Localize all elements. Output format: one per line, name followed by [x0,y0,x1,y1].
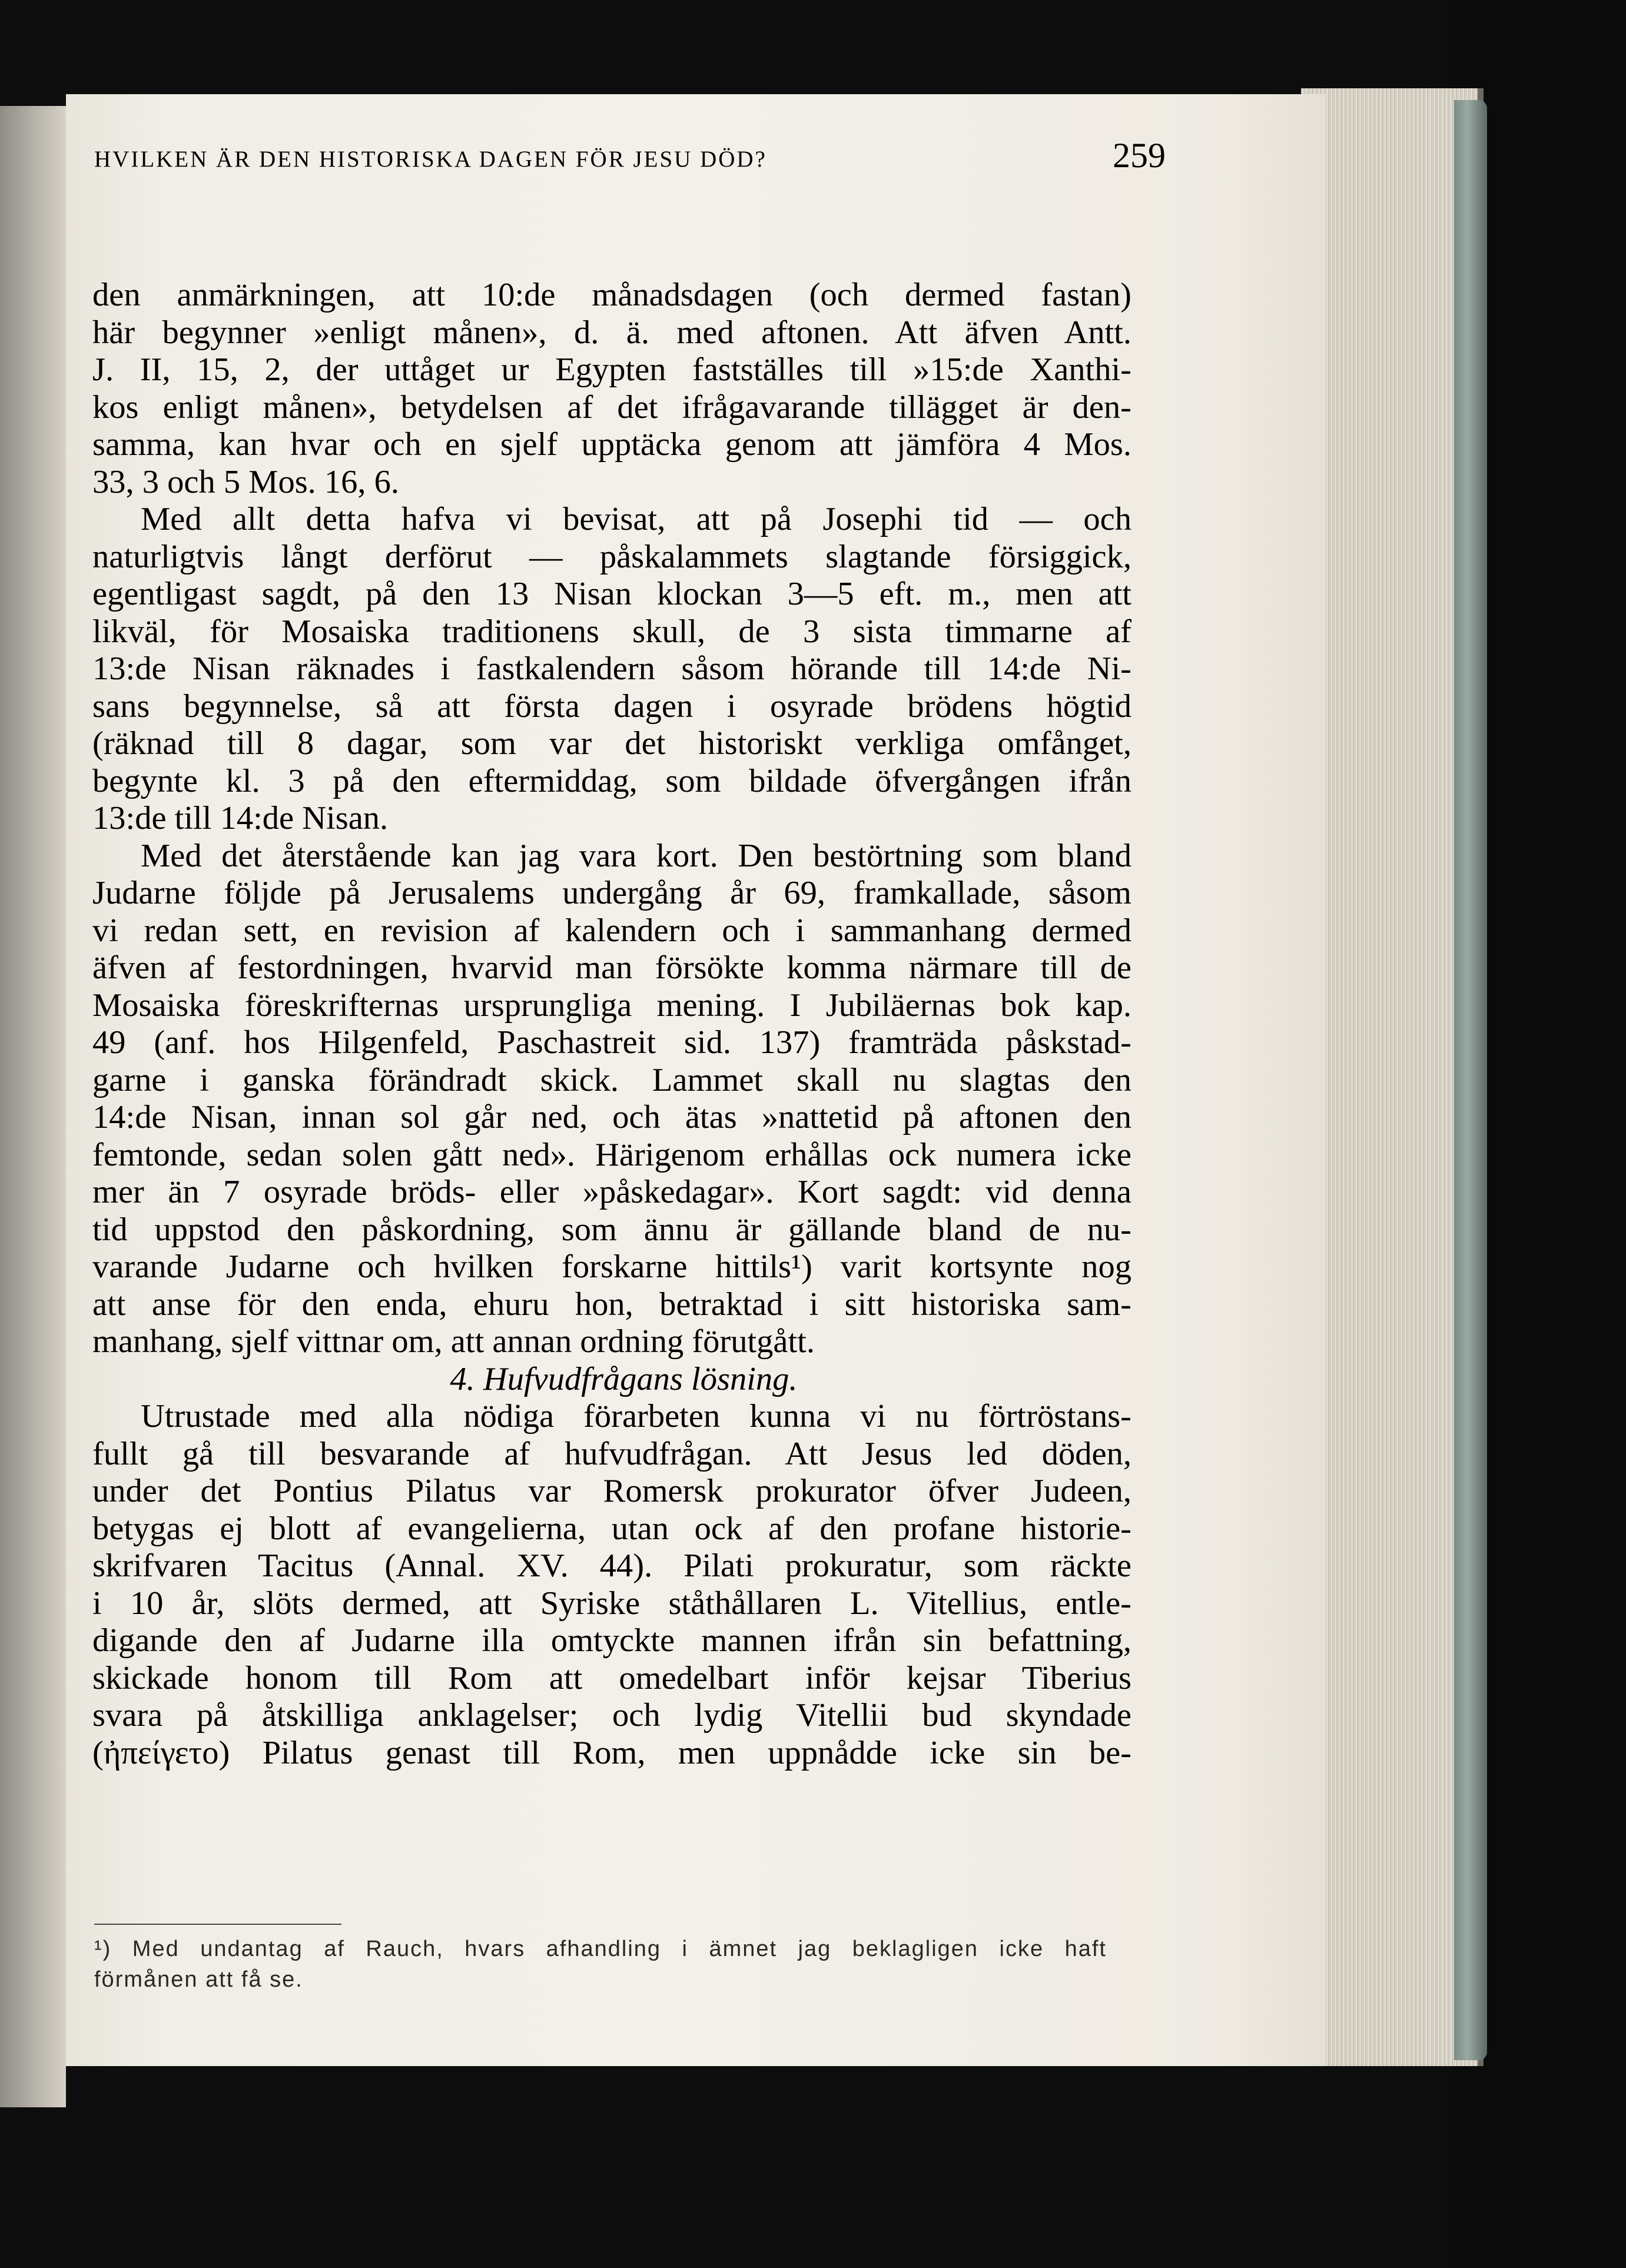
text-line: mer än 7 osyrade bröds- eller »påskedagar». Kort sagdt: vid denna [92,1174,1131,1210]
text-line: likväl, för Mosaiska traditionens skull, de 3 sista timmarne af [92,613,1131,650]
text-line: (räknad till 8 dagar, som var det historiskt verkliga omfånget, [92,725,1131,762]
body-text [92,277,1131,1772]
text-line: här begynner »enligt månen», d. ä. med aftonen. Att äfven Antt. [92,314,1131,351]
text-line: under det Pontius Pilatus var Romersk prokurator öfver Judeen, [92,1473,1131,1509]
text-line: Med det återstående kan jag vara kort. Den bestörtning som bland [141,837,1131,874]
text-line: skrifvaren Tacitus (Annal. XV. 44). Pilati prokuratur, som räckte [92,1548,1131,1584]
footnote-line: förmånen att få se. [94,1967,303,1992]
text-line: 13:de till 14:de Nisan. [92,800,389,836]
text-line: naturligtvis långt derförut — påskalammets slagtande försiggick, [92,538,1131,575]
text-line: egentligast sagdt, på den 13 Nisan klockan 3—5 eft. m., men att [92,576,1131,612]
section-heading: 4. Hufvudfrågans lösning. [450,1360,798,1397]
text-line: digande den af Judarne illa omtyckte mannen ifrån sin befattning, [92,1622,1131,1659]
text-line: samma, kan hvar och en sjelf upptäcka genom att jämföra 4 Mos. [92,426,1131,463]
footnote-line: ¹) Med undantag af Rauch, hvars afhandling i ämnet jag beklagligen icke haft [94,1937,1107,1961]
text-line: (ἠπείγετο) Pilatus genast till Rom, men uppnådde icke sin be- [92,1734,1131,1771]
text-line: fullt gå till besvarande af hufvudfrågan. Att Jesus led döden, [92,1435,1131,1472]
footnote-divider [94,1924,341,1925]
text-line: att anse för den enda, ehuru hon, betraktad i sitt historiska sam- [92,1286,1131,1323]
text-line: vi redan sett, en revision af kalendern och i sammanhang dermed [92,912,1131,949]
text-line: tid uppstod den påskordning, som ännu är gällande bland de nu- [92,1211,1131,1248]
text-line: betygas ej blott af evangelierna, utan ock af den profane historie- [92,1510,1131,1547]
text-line: 33, 3 och 5 Mos. 16, 6. [92,463,400,500]
text-line: 49 (anf. hos Hilgenfeld, Paschastreit sid. 137) framträda påskstad- [92,1024,1131,1061]
text-line: i 10 år, slöts dermed, att Syriske ståthållaren L. Vitellius, entle- [92,1585,1131,1622]
footnote [94,1934,1107,1995]
text-line: Judarne följde på Jerusalems undergång år 69, framkallade, såsom [92,875,1131,911]
page-number: 259 [1113,136,1166,175]
text-line: 14:de Nisan, innan sol går ned, och ätas »nattetid på aftonen den [92,1099,1131,1135]
previous-page-edge [0,106,66,2107]
text-line: äfven af festordningen, hvarvid man försökte komma närmare till de [92,949,1131,986]
text-line: femtonde, sedan solen gått ned». Härigenom erhållas ock numera icke [92,1136,1131,1173]
text-line: begynte kl. 3 på den eftermiddag, som bildade öfvergången ifrån [92,762,1131,799]
text-line: garne i ganska förändradt skick. Lammet skall nu slagtas den [92,1061,1131,1098]
text-line: varande Judarne och hvilken forskarne hittils¹) varit kortsynte nog [92,1248,1131,1285]
book-cover-edge [1454,100,1487,2060]
text-line: den anmärkningen, att 10:de månadsdagen (och dermed fastan) [92,277,1131,313]
text-line: svara på åtskilliga anklagelser; och lydig Vitellii bud skyndade [92,1697,1131,1734]
text-line: Mosaiska föreskrifternas ursprungliga mening. I Jubiläernas bok kap. [92,987,1131,1024]
text-line: skickade honom till Rom att omedelbart inför kejsar Tiberius [92,1659,1131,1696]
text-line: manhang, sjelf vittnar om, att annan ordning förutgått. [92,1323,815,1360]
text-line: J. II, 15, 2, der uttåget ur Egypten fastställes till »15:de Xanthi- [92,351,1131,388]
text-line: sans begynnelse, så att första dagen i osyrade brödens högtid [92,688,1131,725]
text-line: Utrustade med alla nödiga förarbeten kunna vi nu förtröstans- [141,1398,1131,1434]
text-line: kos enligt månen», betydelsen af det ifrågavarande tillägget är den- [92,388,1131,426]
running-header [94,135,1166,188]
text-line: 13:de Nisan räknades i fastkalendern såsom hörande till 14:de Ni- [92,650,1131,687]
text-line: Med allt detta hafva vi bevisat, att på Josephi tid — och [141,501,1131,537]
running-title: HVILKEN ÄR DEN HISTORISKA DAGEN FÖR JESU DÖD? [94,147,767,172]
